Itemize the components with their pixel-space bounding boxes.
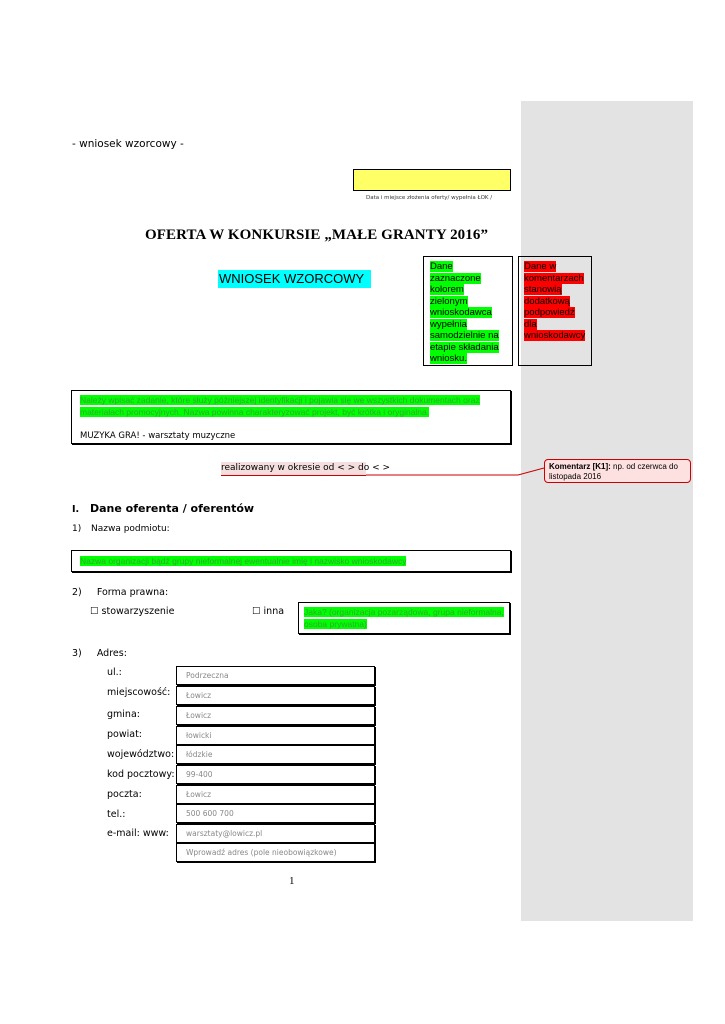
- green-note-box: [423, 256, 513, 366]
- q1-label: Nazwa podmiotu:: [91, 524, 170, 534]
- date-box-caption: Data i miejsce złożenia oferty/ wypełnia ŁOK /: [366, 195, 493, 201]
- other-form-box[interactable]: [298, 602, 510, 634]
- other-form-hint: Jaka? (organizacja pozarządowa, grupa nieformalna, osoba prywatna): [304, 607, 504, 629]
- green-note-text: Dane zaznaczone kolorem zielonym wnioskodawca wypełnia samodzielnie na etapie składania wniosku.: [430, 261, 499, 364]
- period-text[interactable]: realizowany w okresie od < > do < >: [221, 462, 366, 476]
- q2-label: 2) Forma prawna:: [72, 587, 169, 598]
- postcode-field[interactable]: 99-400: [176, 765, 375, 784]
- county-label: powiat:: [107, 729, 142, 740]
- voivodeship-field[interactable]: łódzkie: [176, 745, 375, 764]
- section-heading: Dane oferenta / oferentów: [90, 502, 255, 515]
- red-note-text: Dane w komentarzach stanowią dodatkową podpowiedź dla wnioskodawcy: [524, 261, 586, 341]
- section-number: I.: [72, 504, 80, 515]
- page-number: 1: [289, 875, 295, 887]
- entity-name-box[interactable]: [71, 550, 511, 572]
- project-name-hint: Należy wpisać zadanie, które służy późniejszej identyfikacji i pojawia się we wszystkich dokumentach oraz materiałach promocyjnych. Nazwa powinna charakteryzować projekt, być krótka i oryginalna.: [80, 395, 480, 417]
- email-label: e-mail: www:: [107, 828, 169, 839]
- comment-connector: [366, 466, 546, 478]
- q1-number: 1): [72, 524, 82, 534]
- comment-margin-pane: [521, 101, 693, 921]
- comment-label: Komentarz [K1]:: [549, 462, 611, 471]
- www-field[interactable]: Wprowadź adres (pole nieobowiązkowe): [176, 843, 375, 862]
- date-box[interactable]: [353, 169, 511, 191]
- commune-field[interactable]: Łowicz: [176, 706, 375, 725]
- q3-label: 3) Adres:: [72, 648, 127, 659]
- page-title: OFERTA W KONKURSIE „MAŁE GRANTY 2016”: [145, 227, 489, 243]
- comment-text: np. od czerwca do listopada 2016: [549, 462, 678, 481]
- town-label: miejscowość:: [107, 687, 171, 698]
- phone-field[interactable]: 500 600 700: [176, 804, 375, 823]
- option-association-checkbox[interactable]: ☐ stowarzyszenie: [90, 606, 175, 617]
- comment-bubble[interactable]: [544, 459, 691, 483]
- post-field[interactable]: Łowicz: [176, 785, 375, 804]
- entity-name-hint: Nazwa organizacji bądź grupy nieformalnej ewentualnie imię i nazwisko wnioskodawcy: [80, 556, 407, 566]
- postcode-label: kod pocztowy:: [107, 769, 175, 780]
- post-label: poczta:: [107, 789, 142, 800]
- voivodeship-label: województwo:: [107, 749, 175, 760]
- red-note-box: [518, 256, 592, 366]
- street-label: ul.:: [107, 667, 122, 678]
- phone-label: tel.:: [107, 809, 126, 820]
- email-field[interactable]: warsztaty@lowicz.pl: [176, 824, 375, 843]
- street-field[interactable]: Podrzeczna: [176, 666, 375, 685]
- town-field[interactable]: Łowicz: [176, 686, 375, 705]
- option-other-checkbox[interactable]: ☐ inna: [252, 606, 285, 617]
- project-name-box[interactable]: [71, 390, 511, 444]
- commune-label: gmina:: [107, 709, 140, 720]
- county-field[interactable]: łowicki: [176, 726, 375, 745]
- project-name-value: MUZYKA GRA! - warsztaty muzyczne: [80, 431, 236, 441]
- sample-label: - wniosek wzorcowy -: [72, 138, 184, 150]
- sample-badge: WNIOSEK WZORCOWY: [218, 270, 371, 288]
